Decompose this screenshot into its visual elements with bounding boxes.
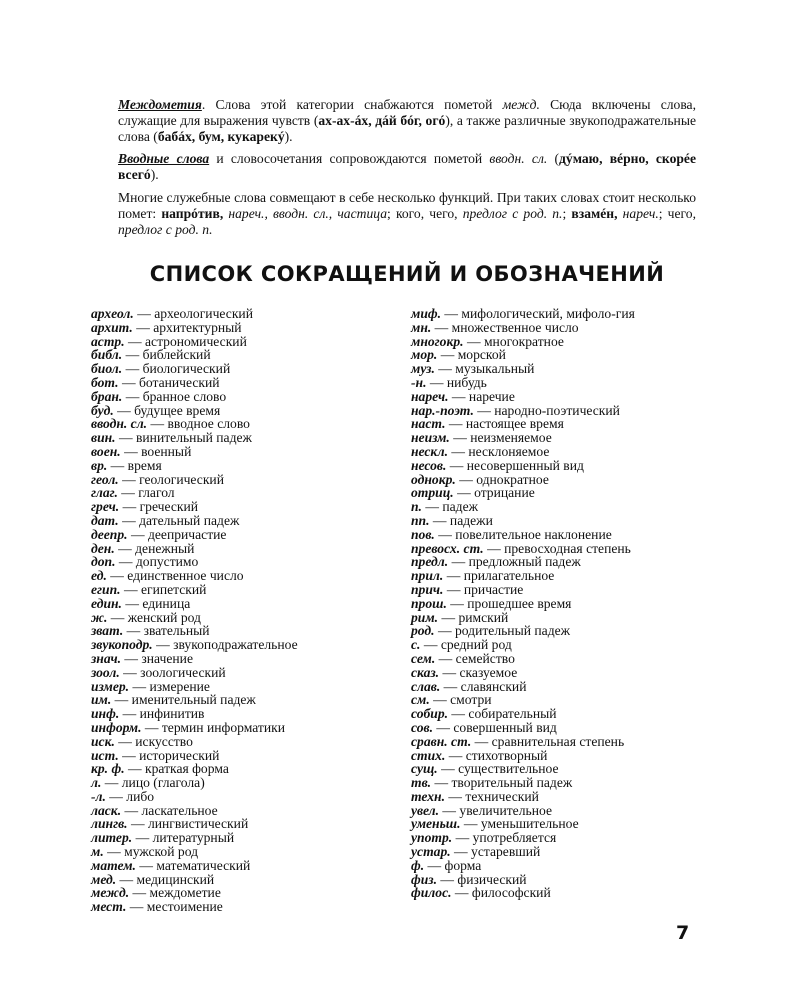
text-fragment: ; кого, чего, xyxy=(387,206,463,221)
abbreviation-entry xyxy=(91,735,391,749)
abbreviation-meaning: — средний род xyxy=(420,637,512,653)
abbreviation-meaning: — уменьшительное xyxy=(460,816,579,832)
abbreviation-term: род. xyxy=(411,623,435,639)
abbreviation-term: библ. xyxy=(91,347,123,363)
abbreviation-term: многокр. xyxy=(411,333,464,349)
abbreviation-entry xyxy=(411,404,701,418)
abbreviation-meaning: — несовершенный вид xyxy=(446,457,584,473)
abbreviation-entry xyxy=(411,307,701,321)
abbreviation-meaning: — употребляется xyxy=(452,830,557,846)
abbreviation-meaning: — творительный падеж xyxy=(431,775,573,791)
abbreviation-term: лингв. xyxy=(91,816,128,832)
abbreviation-meaning: — термин информатики xyxy=(141,719,286,735)
abbreviation-meaning: — отрицание xyxy=(453,485,535,501)
abbreviation-term: нар.-поэт. xyxy=(411,402,474,418)
abbreviation-entry xyxy=(411,873,701,887)
abbreviation-entry xyxy=(91,886,391,900)
abbreviation-meaning: — архитектурный xyxy=(132,319,242,335)
abbreviation-meaning: — астрономический xyxy=(124,333,247,349)
abbreviation-term: превосх. ст. xyxy=(411,540,484,556)
abbreviation-meaning: — звательный xyxy=(123,623,210,639)
abbreviation-entry xyxy=(91,652,391,666)
abbreviation-term: им. xyxy=(91,692,112,708)
abbreviation-term: астр. xyxy=(91,333,125,349)
abbreviation-term: измер. xyxy=(91,678,130,694)
abbreviation-entry xyxy=(411,611,701,625)
mark-label: нареч. xyxy=(622,206,659,221)
abbreviation-meaning: — причастие xyxy=(443,581,524,597)
abbreviation-term: неизм. xyxy=(411,430,450,446)
abbreviation-term: сказ. xyxy=(411,664,440,680)
abbreviation-entry xyxy=(91,638,391,652)
abbreviation-term: пп. xyxy=(411,512,430,528)
abbreviation-meaning: — философский xyxy=(451,885,551,901)
abbreviation-term: уменьш. xyxy=(411,816,461,832)
abbreviation-term: археол. xyxy=(91,306,134,321)
abbreviation-meaning: — увеличительное xyxy=(439,802,552,818)
abbreviation-term: мест. xyxy=(91,899,127,915)
abbreviation-term: несов. xyxy=(411,457,447,473)
abbreviation-entry xyxy=(411,376,701,390)
abbreviation-entry xyxy=(91,707,391,721)
abbreviation-entry xyxy=(91,611,391,625)
abbreviation-term: л. xyxy=(91,775,102,791)
abbreviation-meaning: — дательный падеж xyxy=(118,512,240,528)
abbreviation-entry xyxy=(411,790,701,804)
section-heading: СПИСОК СОКРАЩЕНИЙ И ОБОЗНАЧЕНИЙ xyxy=(149,262,665,286)
abbreviation-entry xyxy=(91,514,391,528)
text-fragment: ( xyxy=(547,151,560,166)
abbreviation-entry xyxy=(91,693,391,707)
abbreviation-term: сущ. xyxy=(411,761,438,777)
abbreviation-entry xyxy=(411,597,701,611)
abbreviation-meaning: — краткая форма xyxy=(124,761,229,777)
text-fragment: ), а также различные звукоподражательные слова ( xyxy=(118,113,696,144)
abbreviation-term: литер. xyxy=(91,830,133,846)
abbreviation-term: мед. xyxy=(91,871,117,887)
abbreviation-entry xyxy=(91,335,391,349)
abbreviation-entry xyxy=(91,473,391,487)
abbreviation-meaning: — стихотворный xyxy=(445,747,548,763)
abbreviation-entry xyxy=(91,569,391,583)
abbreviation-term: отриц. xyxy=(411,485,454,501)
abbreviation-entry xyxy=(411,762,701,776)
abbreviation-term: деепр. xyxy=(91,526,128,542)
abbreviation-term: тв. xyxy=(411,775,432,791)
abbreviation-meaning: — римский xyxy=(438,609,509,625)
abbreviation-term: наст. xyxy=(411,416,446,432)
abbreviation-entry xyxy=(91,804,391,818)
abbreviation-entry xyxy=(91,817,391,831)
abbreviation-term: сравн. ст. xyxy=(411,733,472,749)
abbreviation-entry xyxy=(411,348,701,362)
mark-label: предлог с род. п. xyxy=(462,206,563,221)
abbreviation-meaning: — либо xyxy=(105,788,155,804)
abbreviation-entry xyxy=(411,707,701,721)
abbreviation-meaning: — денежный xyxy=(114,540,195,556)
abbreviation-meaning: — прилагательное xyxy=(443,568,555,584)
abbreviation-term: звукоподр. xyxy=(91,637,153,653)
abbreviation-meaning: — египетский xyxy=(120,581,207,597)
abbreviation-entry xyxy=(91,459,391,473)
abbreviation-meaning: — морской xyxy=(437,347,506,363)
abbreviation-meaning: — звукоподражательное xyxy=(152,637,298,653)
abbreviation-meaning: — значение xyxy=(121,650,193,666)
abbreviation-entry xyxy=(91,307,391,321)
abbreviation-term: предл. xyxy=(411,554,449,570)
abbreviation-meaning: — время xyxy=(107,457,162,473)
abbreviation-meaning: — предложный падеж xyxy=(448,554,581,570)
abbreviation-meaning: — лингвистический xyxy=(127,816,249,832)
abbreviation-entry xyxy=(91,721,391,735)
abbreviation-entry xyxy=(411,362,701,376)
abbreviation-entry xyxy=(411,431,701,445)
abbreviation-meaning: — совершенный вид xyxy=(432,719,557,735)
abbreviation-meaning: — вводное слово xyxy=(147,416,250,432)
example-word: взамéн, xyxy=(571,206,618,221)
abbreviation-term: сов. xyxy=(411,719,433,735)
text-fragment: Сюда включены слова, служащие для выражения чувств ( xyxy=(118,97,696,128)
abbreviation-term: -л. xyxy=(91,788,106,804)
abbreviation-meaning: — наречие xyxy=(448,388,515,404)
example-words: ах-ах-áх, дáй бóг, огó xyxy=(318,113,446,128)
abbreviation-entry xyxy=(411,721,701,735)
abbreviation-meaning: — нибудь xyxy=(426,374,487,390)
abbreviation-entry xyxy=(91,555,391,569)
abbreviation-term: м. xyxy=(91,844,104,860)
abbreviation-entry xyxy=(91,749,391,763)
abbreviation-meaning: — деепричастие xyxy=(127,526,227,542)
abbreviation-meaning: — форма xyxy=(424,857,482,873)
mark-label: нареч., вводн. сл., частица xyxy=(228,206,388,221)
abbreviation-meaning: — родительный падеж xyxy=(434,623,571,639)
abbreviation-term: рим. xyxy=(411,609,439,625)
abbreviation-term: информ. xyxy=(91,719,142,735)
abbreviation-entry xyxy=(411,569,701,583)
abbreviation-meaning: — военный xyxy=(120,443,192,459)
abbreviation-entry xyxy=(411,859,701,873)
abbreviation-meaning: — глагол xyxy=(117,485,175,501)
abbreviation-meaning: — местоимение xyxy=(126,899,223,915)
abbreviation-term: ист. xyxy=(91,747,119,763)
abbreviation-term: вр. xyxy=(91,457,108,473)
abbreviation-term: филос. xyxy=(411,885,452,901)
abbreviation-entry xyxy=(91,873,391,887)
mark-label: межд. xyxy=(502,97,540,112)
abbreviation-entry xyxy=(411,321,701,335)
abbreviation-term: собир. xyxy=(411,706,449,722)
abbreviation-term: ед. xyxy=(91,568,107,584)
abbreviation-entry xyxy=(91,597,391,611)
abbreviation-term: бот. xyxy=(91,374,119,390)
abbreviation-term: един. xyxy=(91,595,122,611)
abbreviation-meaning: — многократное xyxy=(463,333,564,349)
abbreviation-meaning: — множественное число xyxy=(431,319,579,335)
example-words: бабáх, бум, кукарекý xyxy=(157,129,285,144)
abbreviation-term: матем. xyxy=(91,857,136,873)
text-fragment: Многие служебные слова совмещают в себе несколько функций. При таких словах стоит несколько помет: xyxy=(118,190,696,221)
abbreviation-term: физ. xyxy=(411,871,437,887)
abbreviation-meaning: — ласкательное xyxy=(121,802,218,818)
abbreviation-term: ж. xyxy=(91,609,108,625)
abbreviation-entry xyxy=(91,500,391,514)
abbreviation-meaning: — настоящее время xyxy=(445,416,564,432)
abbreviation-entry xyxy=(411,638,701,652)
abbreviation-meaning: — технический xyxy=(445,788,539,804)
abbreviation-entry xyxy=(411,583,701,597)
example-word: напрóтив, xyxy=(161,206,224,221)
abbreviation-entry xyxy=(91,776,391,790)
abbreviation-entry xyxy=(411,845,701,859)
abbreviation-entry xyxy=(411,624,701,638)
abbreviation-meaning: — инфинитив xyxy=(119,706,205,722)
abbreviation-term: см. xyxy=(411,692,430,708)
abbreviation-meaning: — превосходная степень xyxy=(483,540,631,556)
abbreviation-meaning: — археологический xyxy=(133,306,253,321)
abbreviation-term: иск. xyxy=(91,733,115,749)
abbreviation-term: зоол. xyxy=(91,664,120,680)
abbreviation-entry xyxy=(91,376,391,390)
abbreviation-meaning: — биологический xyxy=(122,361,231,377)
abbreviation-entry xyxy=(91,583,391,597)
abbreviation-meaning: — повелительное наклонение xyxy=(434,526,612,542)
abbreviation-term: нареч. xyxy=(411,388,449,404)
abbreviation-meaning: — несклоняемое xyxy=(447,443,550,459)
abbreviation-term: -н. xyxy=(411,374,427,390)
abbreviation-meaning: — междометие xyxy=(129,885,221,901)
abbreviation-meaning: — винительный падеж xyxy=(115,430,252,446)
text-fragment: ; xyxy=(562,206,572,221)
abbreviation-meaning: — славянский xyxy=(440,678,527,694)
abbreviation-meaning: — единица xyxy=(121,595,191,611)
parenthetical-term: Вводные слова xyxy=(118,151,210,166)
abbreviation-meaning: — зоологический xyxy=(119,664,226,680)
abbreviation-term: пов. xyxy=(411,526,435,542)
abbreviation-term: слав. xyxy=(411,678,441,694)
abbreviation-term: знач. xyxy=(91,650,122,666)
abbreviation-term: с. xyxy=(411,637,421,653)
text-fragment: ). xyxy=(150,167,159,182)
abbreviation-entry xyxy=(411,555,701,569)
abbreviation-term: прич. xyxy=(411,581,444,597)
abbreviation-term: прил. xyxy=(411,568,444,584)
abbreviation-term: ф. xyxy=(411,857,425,873)
abbreviation-entry xyxy=(91,417,391,431)
abbreviation-meaning: — устаревший xyxy=(450,844,541,860)
abbreviation-meaning: — будущее время xyxy=(113,402,221,418)
mark-label: вводн. сл. xyxy=(489,151,548,166)
abbreviation-entry xyxy=(411,528,701,542)
abbreviation-term: доп. xyxy=(91,554,116,570)
abbreviation-meaning: — греческий xyxy=(119,499,199,515)
abbreviation-term: воен. xyxy=(91,443,121,459)
abbreviation-term: бран. xyxy=(91,388,123,404)
abbreviation-term: дат. xyxy=(91,512,119,528)
abbreviation-meaning: — бранное слово xyxy=(122,388,227,404)
abbreviation-meaning: — единственное число xyxy=(106,568,244,584)
abbreviation-meaning: — мужской род xyxy=(103,844,199,860)
abbreviation-meaning: — исторический xyxy=(118,747,220,763)
abbreviation-meaning: — семейство xyxy=(435,650,515,666)
abbreviation-entry xyxy=(411,652,701,666)
abbreviation-entry xyxy=(91,666,391,680)
abbreviation-term: греч. xyxy=(91,499,120,515)
text-fragment: ). xyxy=(284,129,293,144)
abbreviation-entry xyxy=(411,473,701,487)
abbreviation-entry xyxy=(91,845,391,859)
abbreviation-entry xyxy=(411,500,701,514)
abbreviation-entry xyxy=(411,693,701,707)
abbreviation-term: вводн. сл. xyxy=(91,416,148,432)
abbreviation-meaning: — лицо (глагола) xyxy=(101,775,205,791)
abbreviation-entry xyxy=(91,321,391,335)
abbreviation-term: биол. xyxy=(91,361,123,377)
abbreviation-entry xyxy=(411,817,701,831)
abbreviation-entry xyxy=(91,624,391,638)
abbreviation-entry xyxy=(411,417,701,431)
abbreviation-term: стих. xyxy=(411,747,446,763)
abbreviation-term: мн. xyxy=(411,319,432,335)
abbreviation-entry xyxy=(91,445,391,459)
abbreviation-meaning: — музыкальный xyxy=(434,361,535,377)
abbreviation-meaning: — библейский xyxy=(122,347,211,363)
abbreviation-meaning: — сказуемое xyxy=(439,664,518,680)
abbreviation-entry xyxy=(91,528,391,542)
abbreviation-entry xyxy=(411,680,701,694)
abbreviation-meaning: — допустимо xyxy=(115,554,199,570)
abbreviation-entry xyxy=(91,486,391,500)
abbreviation-entry xyxy=(411,804,701,818)
abbreviation-term: кр. ф. xyxy=(91,761,125,777)
abbreviation-entry xyxy=(411,886,701,900)
intro-paragraph-function-words xyxy=(118,190,696,238)
abbreviation-term: геол. xyxy=(91,471,119,487)
abbreviation-meaning: — падежи xyxy=(429,512,493,528)
abbreviation-entry xyxy=(91,390,391,404)
abbreviation-entry xyxy=(411,335,701,349)
abbreviation-entry xyxy=(91,790,391,804)
abbreviation-entry xyxy=(91,404,391,418)
text-fragment: ; чего, xyxy=(658,206,696,221)
abbreviation-meaning: — женский род xyxy=(107,609,201,625)
abbreviation-entry xyxy=(411,776,701,790)
abbreviation-meaning: — искусство xyxy=(114,733,193,749)
abbreviation-term: увел. xyxy=(411,802,440,818)
abbreviation-term: ласк. xyxy=(91,802,122,818)
abbreviation-term: однокр. xyxy=(411,471,456,487)
abbreviation-entry xyxy=(91,431,391,445)
intro-paragraph-interjections xyxy=(118,97,696,145)
intro-paragraph-parenthetical xyxy=(118,151,696,183)
abbreviation-meaning: — существительное xyxy=(437,761,559,777)
abbreviation-meaning: — литературный xyxy=(132,830,235,846)
abbreviation-term: егип. xyxy=(91,581,121,597)
abbreviation-entry xyxy=(411,735,701,749)
abbreviation-term: межд. xyxy=(91,885,130,901)
abbreviation-entry xyxy=(91,362,391,376)
abbreviation-term: мор. xyxy=(411,347,438,363)
abbreviation-term: миф. xyxy=(411,306,442,321)
abbreviation-entry xyxy=(91,680,391,694)
abbreviation-entry xyxy=(91,542,391,556)
abbreviation-meaning: — народно-поэтический xyxy=(473,402,620,418)
abbreviation-term: прош. xyxy=(411,595,447,611)
abbreviation-term: нескл. xyxy=(411,443,448,459)
abbreviation-meaning: — математический xyxy=(135,857,251,873)
abbreviation-meaning: — медицинский xyxy=(116,871,215,887)
abbreviation-entry xyxy=(91,900,391,914)
abbreviation-term: вин. xyxy=(91,430,116,446)
abbreviation-term: архит. xyxy=(91,319,133,335)
abbreviation-entry xyxy=(411,514,701,528)
abbreviation-meaning: — мифологический, мифоло-гия xyxy=(441,306,635,321)
abbreviation-term: сем. xyxy=(411,650,436,666)
text-fragment: . Слова этой категории снабжаются пометой xyxy=(201,97,503,112)
abbreviation-meaning: — однократное xyxy=(455,471,549,487)
abbreviation-term: употр. xyxy=(411,830,453,846)
mark-label: предлог с род. п. xyxy=(118,222,213,237)
abbreviation-entry xyxy=(91,762,391,776)
abbreviation-meaning: — физический xyxy=(437,871,527,887)
abbreviation-term: глаг. xyxy=(91,485,118,501)
abbreviation-term: инф. xyxy=(91,706,120,722)
abbreviation-meaning: — собирательный xyxy=(448,706,557,722)
abbreviation-term: ден. xyxy=(91,540,115,556)
abbreviation-entry xyxy=(411,445,701,459)
abbreviation-meaning: — падеж xyxy=(421,499,479,515)
abbreviations-right-column xyxy=(411,307,701,900)
abbreviation-entry xyxy=(411,390,701,404)
abbreviation-term: муз. xyxy=(411,361,435,377)
abbreviation-term: зват. xyxy=(91,623,124,639)
abbreviation-entry xyxy=(411,831,701,845)
page-number: 7 xyxy=(676,922,690,944)
abbreviation-entry xyxy=(411,459,701,473)
interjections-term: Междометия xyxy=(118,97,202,112)
abbreviation-entry xyxy=(411,666,701,680)
abbreviation-entry xyxy=(91,859,391,873)
abbreviation-meaning: — измерение xyxy=(129,678,210,694)
abbreviation-term: буд. xyxy=(91,402,114,418)
abbreviation-meaning: — смотри xyxy=(429,692,492,708)
abbreviation-entry xyxy=(411,486,701,500)
abbreviation-term: устар. xyxy=(411,844,451,860)
abbreviation-meaning: — именительный падеж xyxy=(111,692,256,708)
abbreviation-meaning: — геологический xyxy=(118,471,224,487)
example-words: дýмаю, вéрно, скорéе всегó xyxy=(118,151,696,182)
abbreviation-entry xyxy=(91,831,391,845)
abbreviation-term: п. xyxy=(411,499,422,515)
abbreviation-entry xyxy=(91,348,391,362)
abbreviation-meaning: — сравнительная степень xyxy=(471,733,625,749)
abbreviation-meaning: — прошедшее время xyxy=(446,595,572,611)
abbreviation-entry xyxy=(411,749,701,763)
abbreviation-entry xyxy=(411,542,701,556)
text-fragment: и словосочетания сопровождаются пометой xyxy=(209,151,490,166)
abbreviations-left-column xyxy=(91,307,391,914)
abbreviation-meaning: — ботанический xyxy=(118,374,220,390)
abbreviation-term: техн. xyxy=(411,788,445,804)
abbreviation-meaning: — неизменяемое xyxy=(449,430,552,446)
